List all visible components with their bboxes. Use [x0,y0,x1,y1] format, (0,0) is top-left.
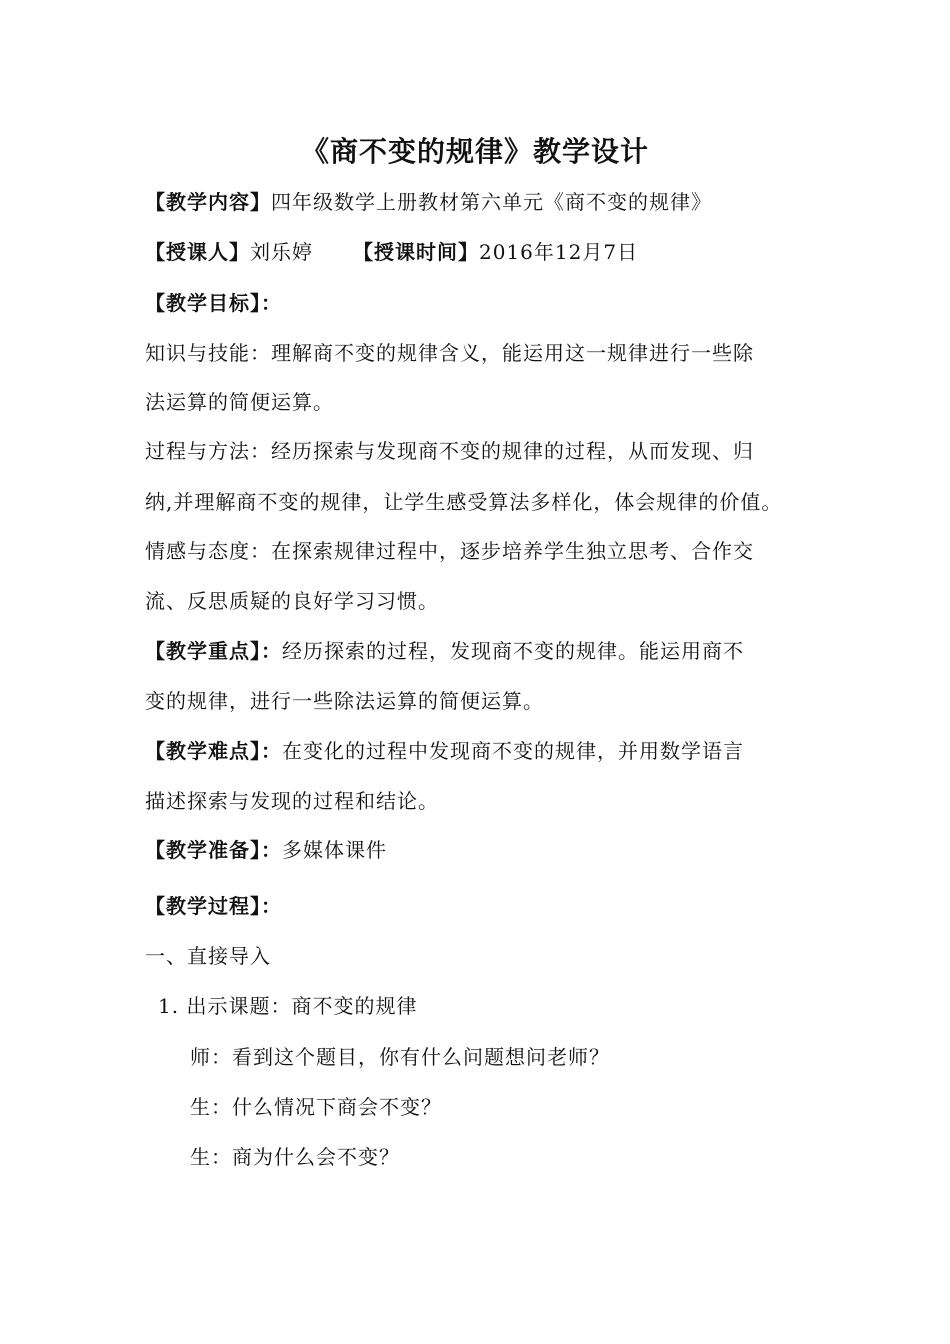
section-heading: 一、直接导入 [145,944,271,968]
lesson-time: 2016年12月7日 [479,240,639,264]
key-points-line [145,635,825,664]
preparation-text: 多媒体课件 [282,838,387,862]
time-label: 【授课时间】 [353,240,479,264]
preparation-label: 【教学准备】： [145,838,282,862]
goals-line: 过程与方法：经历探索与发现商不变的规律的过程，从而发现、归 [145,439,754,463]
preparation-line [145,834,825,863]
content-text: 四年级数学上册教材第六单元《商不变的规律》 [271,190,712,214]
document-title: 《商不变的规律》教学设计 [300,135,649,168]
teacher-line [145,236,825,265]
key-points-line-2: 变的规律，进行一些除法运算的简便运算。 [145,689,544,713]
process-heading [145,890,825,919]
teacher-label: 【授课人】 [145,240,250,264]
difficulties-line-2: 描述探索与发现的过程和结论。 [145,789,439,813]
difficulties-line [145,735,825,764]
key-points-text: 经历探索的过程，发现商不变的规律。能运用商不 [282,639,744,663]
key-points-label: 【教学重点】： [145,639,282,663]
list-item: 1. 出示课题：商不变的规律 [158,994,418,1018]
goals-line: 纳,并理解商不变的规律，让学生感受算法多样化，体会规律的价值。 [145,490,783,514]
goals-line: 法运算的简便运算。 [145,390,334,414]
content-label: 【教学内容】 [145,190,271,214]
goals-line: 知识与技能：理解商不变的规律含义，能运用这一规律进行一些除 [145,341,754,365]
goals-line: 流、反思质疑的良好学习习惯。 [145,589,439,613]
content-line [145,186,825,215]
goals-line: 情感与态度：在探索规律过程中，逐步培养学生独立思考、合作交 [145,539,754,563]
difficulties-text: 在变化的过程中发现商不变的规律，并用数学语言 [282,739,744,763]
goals-label: 【教学目标】： [145,291,282,315]
dialogue-line: 师：看到这个题目，你有什么问题想问老师？ [190,1045,610,1069]
teacher-name: 刘乐婷 [250,240,313,264]
process-label: 【教学过程】： [145,894,282,918]
dialogue-line: 生：商为什么会不变？ [190,1145,400,1169]
difficulties-label: 【教学难点】： [145,739,282,763]
dialogue-line: 生：什么情况下商会不变？ [190,1095,442,1119]
goals-heading [145,287,825,316]
